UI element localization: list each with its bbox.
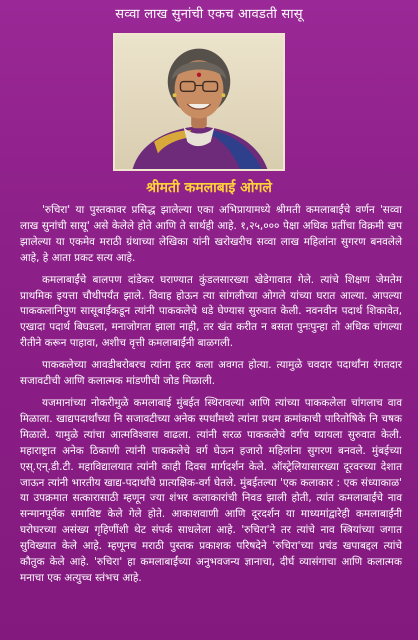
biography-paragraph: यजमानांच्या नोकरीमुळे कमलाबाई मुंबईत स्थिरावल्या आणि त्यांच्या पाककलेला चांगलाच वाव मिळाला. खाद्यपदार्थांच्या नि सजावटीच्या अनेक स्पर्धांमध्ये त्यांना प्रथम क्रमांकाची पारितोषिके नि चषक मिळाले. यामुळे त्यांचा आत्मविश्वास वाढला. त्यांनी सरळ पाककलेचे वर्गच घ्यायला सुरुवात केली. महाराष्ट्रात अनेक ठिकाणी त्यांनी पाककलेचे वर्ग घेऊन हजारो महिलांना सुगरण बनवले. मुंबईच्या एस्.एन्.डी.टी. महाविद्यालयात त्यांनी काही दिवस मार्गदर्शन केले. ऑस्ट्रेलियासारख्या दूरवरच्या देशात जाऊन त्यांनी भारतीय खाद्य-पदार्थांचे प्रात्यक्षिक-वर्ग घेतले. मुंबईतल्या 'एक कलाकार : एक संध्याकाळ' या उपक्रमात सत्कारासाठी म्हणून ज्या शंभर कलाकारांची निवड झाली होती, त्यांत कमलाबाईंचे नाव सन्मानपूर्वक समाविष्ट केले गेले होते. आकाशवाणी आणि दूरदर्शन या माध्यमांद्वारेही कमलाबाईंनी घरोघरच्या असंख्य गृहिणींशी थेट संपर्क साधलेला आहे. 'रुचिरा'ने तर त्यांचे नाव स्त्रियांच्या जगात सुविख्यात केले आहे. म्हणूनच मराठी पुस्तक प्रकाशक परिषदेने 'रुचिरा'च्या प्रचंड खपाबद्दल त्यांचे कौतुक केले आहे. 'रुचिरा' हा कमलाबाईंच्या अनुभवजन्य ज्ञानाचा, दीर्घ व्यासंगाचा आणि कलात्मक मनाचा एक अत्युच्च स्तंभच आहे. <box>20 396 402 584</box>
author-name: श्रीमती कमलाबाई ओगले <box>146 180 272 196</box>
biography-paragraph: कमलाबाईंचे बालपण दांडेकर घराण्यात कुंडलसारख्या खेडेगावात गेले. त्यांचे शिक्षण जेमतेम प्राथमिक इयत्ता चौथीपर्यंत झाले. विवाह होऊन त्या सांगलीच्या ओगले यांच्या घरात आल्या. आपल्या पाककलानिपुण सासूबाईंकडून त्यांनी पाककलेचे धडे घेण्यास सुरुवात केली. नवनवीन पदार्थ शिकावेत, एखादा पदार्थ बिघडला, मनाजोगता झाला नाही, तर खंत करीत न बसता पुनःपुन्हा तो अधिक चांगल्या रीतीने करून पाहावा, अशीच वृत्ती कमलाबाईंनी बाळगली. <box>20 273 402 350</box>
author-biography <box>20 203 402 593</box>
portrait-image <box>115 35 283 169</box>
biography-paragraph: पाककलेच्या आवडीबरोबरच त्यांना इतर कला अवगत होत्या. त्यामुळे चवदार पदार्थांना रंगतदार सजावटीची आणि कलात्मक मांडणीची जोड मिळाली. <box>20 359 402 388</box>
biography-paragraph: 'रुचिरा' या पुस्तकावर प्रसिद्ध झालेल्या एका अभिप्रायामध्ये श्रीमती कमलाबाईंचे वर्णन 'सव्वा लाख सुनांची सासू' असे केलेले होते आणि ते सार्थही आहे. १,२५,००० पेक्षा अधिक प्रतींचा विक्रमी खप झालेल्या या एकमेव मराठी ग्रंथाच्या लेखिका यांनी खरोखरीच सव्वा लाख महिलांना सुगरण बनवलेले आहे, हे आता प्रकट सत्य आहे. <box>20 204 402 264</box>
cover-tagline: सव्वा लाख सुनांची एकच आवडती सासू <box>115 7 303 22</box>
author-portrait <box>113 33 285 171</box>
